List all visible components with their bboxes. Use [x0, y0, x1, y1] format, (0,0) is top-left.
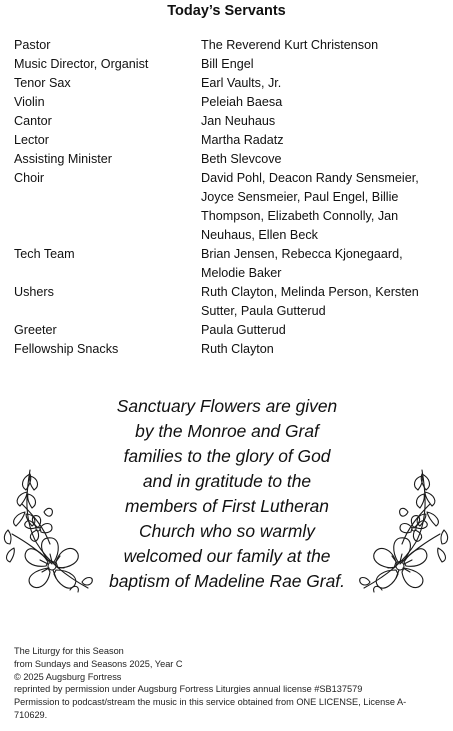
servant-row [14, 245, 444, 283]
servant-names: Ruth Clayton [201, 342, 274, 356]
servant-role: Tech Team [14, 247, 75, 261]
servant-row [14, 74, 444, 93]
dedication-line: and in gratitude to the [142, 471, 312, 491]
servant-row [14, 112, 444, 131]
servant-row [14, 55, 444, 74]
dedication-line: Church who so warmly [139, 521, 315, 541]
credit-line: from Sundays and Seasons 2025, Year C [14, 658, 183, 669]
credit-line: reprinted by permission under Augsburg Fortress Liturgies annual license #SB137579 [14, 684, 363, 695]
dedication-line: by the Monroe and Graf [135, 421, 319, 441]
servant-names: Martha Radatz [201, 133, 284, 147]
servant-role: Violin [14, 95, 45, 109]
page-title: Today’s Servants [167, 3, 286, 19]
servant-names: Brian Jensen, Rebecca Kjonegaard, Melodie Baker [201, 247, 403, 280]
servant-names: Beth Slevcove [201, 152, 282, 166]
dedication-line: baptism of Madeline Rae Graf. [109, 571, 345, 591]
flower-dedication [93, 394, 361, 594]
dedication-line: members of First Lutheran [125, 496, 329, 516]
credit-line: Permission to podcast/stream the music in this service obtained from ONE LICENSE, License A-710629. [14, 697, 407, 720]
servant-names: Paula Gutterud [201, 323, 286, 337]
servant-role: Fellowship Snacks [14, 342, 119, 356]
servant-role: Pastor [14, 38, 51, 52]
servant-role: Music Director, Organist [14, 57, 149, 71]
copyright-credits [14, 645, 439, 722]
servant-names: Ruth Clayton, Melinda Person, Kersten Sutter, Paula Gutterud [201, 285, 419, 318]
servant-row [14, 36, 444, 55]
servant-row [14, 283, 444, 321]
servant-role: Tenor Sax [14, 76, 71, 90]
servant-row [14, 131, 444, 150]
servant-names: Earl Vaults, Jr. [201, 76, 282, 90]
servant-role: Greeter [14, 323, 57, 337]
dedication-line: families to the glory of God [123, 446, 331, 466]
servant-role: Ushers [14, 285, 54, 299]
servant-row [14, 321, 444, 340]
credit-line: The Liturgy for this Season [14, 646, 124, 656]
credit-line: © 2025 Augsburg Fortress [14, 671, 122, 682]
servant-row [14, 93, 444, 112]
servant-names: Bill Engel [201, 57, 254, 71]
servant-names: The Reverend Kurt Christenson [201, 38, 379, 52]
servant-role: Assisting Minister [14, 152, 112, 166]
servant-names: Jan Neuhaus [201, 114, 276, 128]
servant-names: David Pohl, Deacon Randy Sensmeier, Joyce Sensmeier, Paul Engel, Billie Thompson, Elizabeth Connolly, Jan Neuhaus, Ellen Beck [201, 171, 419, 242]
servant-row [14, 169, 444, 245]
servant-row [14, 150, 444, 169]
servant-row [14, 340, 444, 359]
dedication-line: Sanctuary Flowers are given [116, 396, 338, 416]
servant-role: Lector [14, 133, 50, 147]
servant-names: Peleiah Baesa [201, 95, 283, 109]
dedication-line: welcomed our family at the [123, 546, 331, 566]
servant-role: Cantor [14, 114, 52, 128]
servants-list [14, 36, 444, 359]
servant-role: Choir [14, 171, 45, 185]
